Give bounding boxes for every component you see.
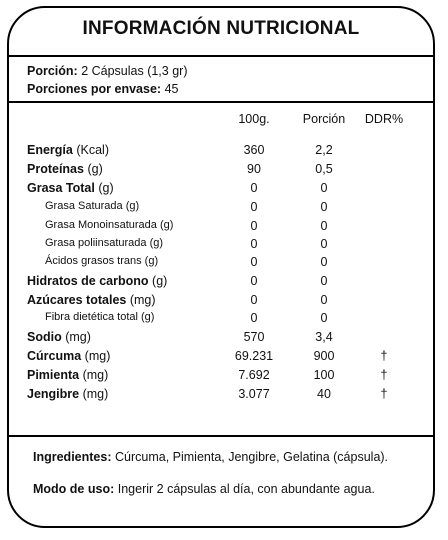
table-row [9, 293, 433, 311]
nutrient-name [45, 255, 158, 267]
servings-per-pack [27, 82, 178, 96]
column-header-portion: Porción [302, 112, 346, 126]
value-per-100g: 90 [247, 162, 261, 176]
value-per-portion: 0 [320, 219, 328, 233]
table-row [9, 330, 433, 348]
nutrient-name [27, 143, 109, 157]
value-per-100g: 0 [250, 293, 258, 307]
nutrient-name [27, 162, 103, 176]
divider [9, 101, 433, 103]
usage-label: Modo de uso: [33, 482, 115, 496]
serving-size [27, 64, 188, 78]
nutrient-label: Jengibre [27, 387, 80, 401]
nutrient-label: Grasa Saturada [45, 200, 123, 212]
value-per-100g: 0 [250, 311, 258, 325]
serving-size-value: 2 Cápsulas (1,3 gr) [81, 64, 188, 78]
ingredients-value: Cúrcuma, Pimienta, Jengibre, Gelatina (cápsula). [114, 450, 389, 464]
nutrient-name [45, 200, 139, 212]
servings-per-pack-label: Porciones por envase: [27, 82, 162, 96]
value-per-portion: 0 [320, 255, 328, 269]
table-row [9, 200, 433, 218]
table-row [9, 255, 433, 273]
table-row [9, 349, 433, 367]
table-row [9, 162, 433, 180]
nutrition-label [7, 6, 435, 528]
nutrient-label: Grasa Total [27, 181, 95, 195]
nutrient-label: Grasa Monoinsaturada [45, 219, 157, 231]
nutrient-unit: (g) [141, 311, 155, 323]
column-header-100g: 100g. [238, 112, 270, 126]
nutrient-label: Hidratos de carbono [27, 274, 149, 288]
value-per-100g: 0 [250, 255, 258, 269]
nutrient-label: Grasa poliinsaturada [45, 237, 147, 249]
table-row [9, 181, 433, 199]
nutrient-name [45, 219, 173, 231]
nutrient-unit: (mg) [84, 349, 111, 363]
value-per-100g: 0 [250, 219, 258, 233]
nutrient-name [27, 330, 91, 344]
value-per-portion: 0,5 [315, 162, 333, 176]
value-per-portion: 40 [317, 387, 331, 401]
nutrient-name [27, 293, 156, 307]
nutrient-name [27, 349, 110, 363]
nutrient-unit: (g) [159, 219, 174, 231]
nutrient-label: Ácidos grasos trans [45, 255, 142, 267]
table-row [9, 237, 433, 255]
value-ddr: † [380, 349, 388, 363]
value-per-portion: 100 [313, 368, 335, 382]
nutrient-name [27, 274, 167, 288]
nutrient-unit: (g) [152, 274, 168, 288]
table-row [9, 219, 433, 237]
ingredients-label: Ingredientes: [33, 450, 112, 464]
value-per-100g: 0 [250, 181, 258, 195]
ingredients [33, 450, 388, 464]
value-per-portion: 2,2 [315, 143, 333, 157]
nutrient-label: Azúcares totales [27, 293, 127, 307]
value-per-portion: 0 [320, 181, 328, 195]
serving-size-label: Porción: [27, 64, 78, 78]
usage-value: Ingerir 2 cápsulas al día, con abundante agua. [117, 482, 375, 496]
value-per-100g: 3.077 [238, 387, 270, 401]
divider [9, 55, 433, 57]
nutrient-name [27, 368, 108, 382]
table-row [9, 311, 433, 329]
value-per-portion: 0 [320, 311, 328, 325]
nutrient-unit: (g) [125, 200, 140, 212]
nutrient-unit: (g) [149, 237, 164, 249]
value-per-portion: 900 [313, 349, 335, 363]
nutrient-unit: (g) [98, 181, 114, 195]
table-row [9, 143, 433, 161]
value-per-100g: 69.231 [234, 349, 274, 363]
nutrient-name [45, 237, 163, 249]
divider [9, 435, 433, 437]
nutrient-unit: (mg) [129, 293, 156, 307]
value-per-100g: 570 [243, 330, 265, 344]
value-per-portion: 3,4 [315, 330, 333, 344]
label-title: INFORMACIÓN NUTRICIONAL [82, 18, 360, 39]
nutrient-name [45, 311, 154, 323]
nutrient-label: Sodio [27, 330, 62, 344]
value-ddr: † [380, 368, 388, 382]
value-per-100g: 360 [243, 143, 265, 157]
value-per-100g: 0 [250, 274, 258, 288]
table-row [9, 368, 433, 386]
value-per-portion: 0 [320, 237, 328, 251]
nutrient-label: Pimienta [27, 368, 80, 382]
value-per-portion: 0 [320, 200, 328, 214]
value-per-100g: 0 [250, 200, 258, 214]
table-row [9, 274, 433, 292]
value-ddr: † [380, 387, 388, 401]
nutrient-label: Fibra dietética total [45, 311, 138, 323]
value-per-portion: 0 [320, 293, 328, 307]
nutrient-unit: (mg) [82, 387, 109, 401]
nutrient-label: Energía [27, 143, 73, 157]
nutrient-name [27, 181, 114, 195]
nutrient-unit: (Kcal) [76, 143, 109, 157]
usage-instructions [33, 482, 375, 496]
value-per-100g: 7.692 [238, 368, 270, 382]
value-per-100g: 0 [250, 237, 258, 251]
nutrient-label: Cúrcuma [27, 349, 82, 363]
nutrient-unit: (mg) [82, 368, 109, 382]
nutrient-unit: (mg) [65, 330, 91, 344]
value-per-portion: 0 [320, 274, 328, 288]
servings-per-pack-value: 45 [164, 82, 179, 96]
nutrient-label: Proteínas [27, 162, 84, 176]
nutrient-name [27, 387, 108, 401]
column-header-ddr: DDR% [364, 112, 404, 126]
nutrient-unit: (g) [87, 162, 103, 176]
nutrient-unit: (g) [144, 255, 159, 267]
table-row [9, 387, 433, 405]
